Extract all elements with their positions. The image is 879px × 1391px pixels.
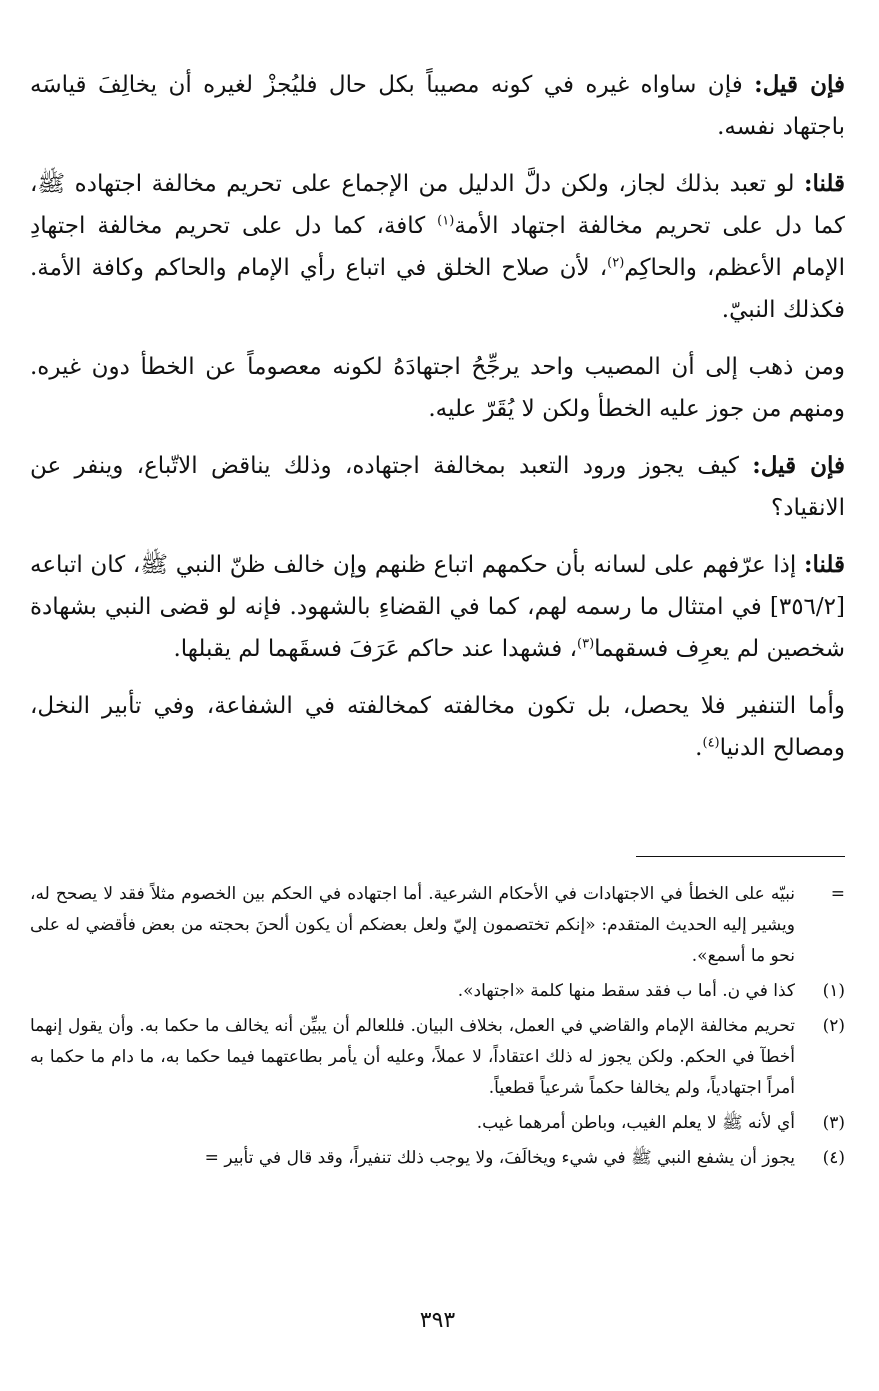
- footnote-ref: (٤): [702, 735, 720, 751]
- paragraph-objection-1: [30, 64, 845, 148]
- footnote-number: (٢): [822, 1016, 845, 1036]
- paragraph-text: كافة، كما دل على تحريم مخالفة اجتهادِ الإمام الأعظم، والحاكِم: [30, 213, 845, 281]
- paragraph-text: فإن ساواه غيره في كونه مصيباً بكل حال فليُجزْ لغيره أن يخالِفَ قياسَه باجتهاد نفسه.: [30, 72, 845, 140]
- footnote-text: كذا في ن. أما ب فقد سقط منها كلمة «اجتهاد».: [457, 981, 795, 1001]
- footnote-divider: [636, 856, 845, 857]
- footnote-text: أي لأنه ﷺ لا يعلم الغيب، وباطن أمرهما غيب.: [476, 1113, 795, 1133]
- paragraph-text: ، فشهدا عند حاكم عَرَفَ فسقَهما لم يقبلها.: [173, 636, 578, 662]
- footnote-ref: (٢): [607, 255, 625, 271]
- paragraph-aversion: [30, 685, 845, 769]
- paragraph-lead: فإن قيل:: [752, 452, 845, 479]
- paragraph-text: كيف يجوز ورود التعبد بمخالفة اجتهاده، وذلك يناقض الاتّباع، وينفر عن الانقياد؟: [30, 453, 845, 521]
- page-number: ٣٩٣: [419, 1308, 456, 1333]
- paragraph-text: وأما التنفير فلا يحصل، بل تكون مخالفته كمخالفته في الشفاعة، وفي تأبير النخل، ومصالح الدنيا: [30, 693, 845, 761]
- footnote-text: يجوز أن يشفع النبي ﷺ في شيء ويخالَفَ، ولا يوجب ذلك تنفيراً، وقد قال في تأبير =: [204, 1148, 795, 1168]
- paragraph-text: ومن ذهب إلى أن المصيب واحد يرجِّحُ اجتهادَهُ لكونه معصوماً عن الخطأ دون غيره. ومنهم من جوز عليه الخطأ ولكن لا يُقَرّ عليه.: [30, 354, 845, 422]
- footnote-ref: (١): [437, 213, 455, 229]
- footnote-ref: (٣): [577, 636, 595, 652]
- paragraph-objection-2: [30, 445, 845, 529]
- main-text: [30, 64, 845, 769]
- footnotes: [30, 879, 845, 1178]
- paragraph-text: ، لأن صلاح الخلق في اتباع رأي الإمام والحاكم وكافة الأمة. فكذلك النبيّ.: [30, 255, 845, 323]
- footnote-number: (١): [822, 981, 845, 1001]
- paragraph-text: لو تعبد بذلك لجاز، ولكن دلَّ الدليل من الإجماع على تحريم مخالفة اجتهاده ﷺ، كما دل على تحريم مخالفة اجتهاد الأمة: [30, 171, 845, 239]
- paragraph-opinion: [30, 346, 845, 430]
- footnote-number: (٤): [822, 1148, 845, 1168]
- footnote-4: [30, 1143, 845, 1174]
- paragraph-lead: قلنا:: [803, 170, 846, 197]
- paragraph-reply-2: [30, 544, 845, 670]
- footnote-3: [30, 1108, 845, 1139]
- footnote-2: [30, 1011, 845, 1104]
- footnote-number: =: [830, 884, 845, 904]
- paragraph-lead: قلنا:: [803, 551, 846, 578]
- footnote-text: تحريم مخالفة الإمام والقاضي في العمل، بخلاف البيان. فللعالم أن يبيِّن أنه يخالف ما حكما به. وأن يقول إنهما أخطآ في الحكم. ولكن يجوز له ذلك اعتقاداً، لا عملاً، وعليه أن يأمر بطاعتهما فيما حكما به، ما دام ما حكما به أمراً اجتهادياً، ولم يخالفا حكماً شرعياً قطعياً.: [30, 1016, 795, 1098]
- paragraph-text: إذا عرّفهم على لسانه بأن حكمهم اتباع ظنهم وإن خالف ظنّ النبي ﷺ، كان اتباعه [٣٥٦/٢] في امتثال ما رسمه لهم، كما في القضاءِ بالشهود. فإنه لو قضى النبي بشهادة شخصين لم يعرِف فسقهما: [30, 552, 845, 662]
- footnote-number: (٣): [822, 1113, 845, 1133]
- footnote-1: [30, 976, 845, 1007]
- paragraph-reply-1: [30, 163, 845, 331]
- footnote-text: نبيّه على الخطأ في الاجتهادات في الأحكام الشرعية. أما اجتهاده في الحكم بين الخصوم مثلاً فقد لا يصحح له، ويشير إليه الحديث المتقدم: «إنكم تختصمون إليّ ولعل بعضكم أن يكون ألحنَ بحجته من بعض فأقضي له على نحو ما أسمع».: [30, 884, 795, 966]
- paragraph-lead: فإن قيل:: [754, 71, 846, 98]
- paragraph-text: .: [695, 735, 703, 761]
- footnote-continuation: [30, 879, 845, 972]
- book-page: [30, 64, 845, 1391]
